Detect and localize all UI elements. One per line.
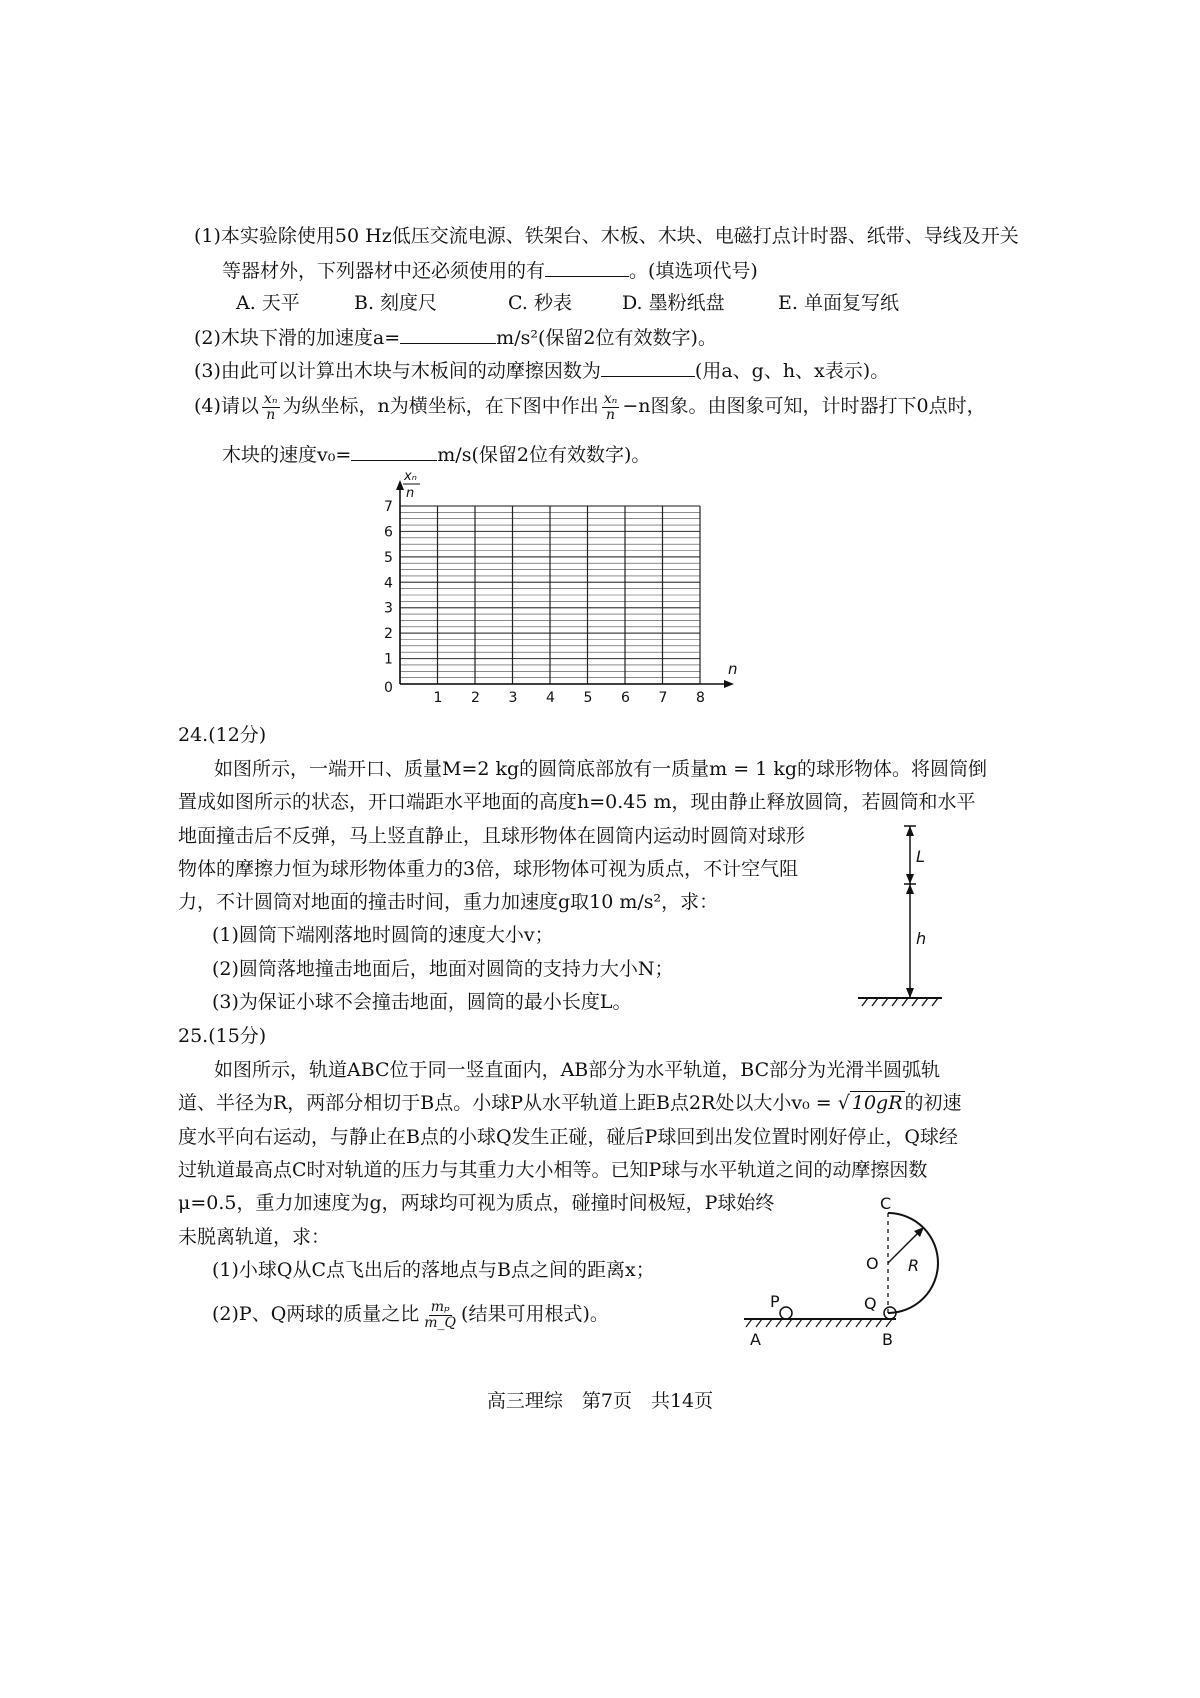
label-B: B bbox=[882, 1330, 893, 1349]
q23-part2-text: (2)木块下滑的加速度a= bbox=[194, 327, 401, 349]
q23-part4-text-c: −n图象。由图象可知，计时器打下0点时， bbox=[622, 395, 986, 418]
origin-label: 0 bbox=[384, 680, 393, 696]
q25-sub2-text-a: (2)P、Q两球的质量之比 bbox=[212, 1303, 420, 1326]
q24-sub1: (1)圆筒下端刚落地时圆筒的速度大小v； bbox=[212, 924, 554, 946]
answer-blank-friction[interactable] bbox=[601, 358, 695, 377]
y-tick-label: 3 bbox=[384, 600, 393, 617]
q24-line2: 置成如图所示的状态，开口端距水平地面的高度h=0.45 m，现由静止释放圆筒，若圆筒和水平 bbox=[178, 791, 976, 813]
falling-cylinder-figure bbox=[850, 820, 950, 1010]
option-d: D. 墨粉纸盘 bbox=[622, 292, 725, 314]
q23-part4-line2 bbox=[222, 442, 650, 467]
track-semicircle-figure bbox=[740, 1195, 970, 1355]
y-axis-label-den: n bbox=[406, 486, 415, 501]
q23-part4-text-e: m/s(保留2位有效数字)。 bbox=[437, 444, 651, 466]
q23-part4-text-b: 为纵坐标，n为横坐标，在下图中作出 bbox=[282, 395, 599, 418]
label-L: L bbox=[916, 847, 925, 866]
label-h: h bbox=[916, 929, 927, 948]
y-tick-label: 7 bbox=[384, 499, 393, 515]
q25-line3: 度水平向右运动，与静止在B点的小球Q发生正碰，碰后P球回到出发位置时刚好停止，Q球经 bbox=[178, 1126, 958, 1148]
q25-sub1: (1)小球Q从C点飞出后的落地点与B点之间的距离x； bbox=[212, 1259, 655, 1281]
q25-line4: 过轨道最高点C时对轨道的压力与其重力大小相等。已知P球与水平轨道之间的动摩擦因数 bbox=[178, 1159, 928, 1181]
x-tick-label: 7 bbox=[658, 690, 668, 706]
ball-P bbox=[780, 1307, 792, 1319]
label-P: P bbox=[770, 1292, 780, 1311]
q23-part4-line1 bbox=[194, 392, 986, 422]
y-tick-label: 4 bbox=[384, 575, 393, 592]
q25-line2-text-a: 道、半径为R，两部分相切于B点。小球P从水平轨道上距B点2R处以大小v₀ = bbox=[178, 1092, 838, 1114]
y-tick-label: 2 bbox=[384, 626, 393, 643]
x-tick-label: 6 bbox=[621, 690, 630, 706]
option-a: A. 天平 bbox=[236, 292, 300, 314]
q25-line2-text-b: 的初速 bbox=[904, 1092, 962, 1114]
q23-part3 bbox=[194, 358, 889, 383]
q23-part1-line2 bbox=[222, 258, 758, 283]
fraction-xn-over-n: $\frac{\text{xₙ}}{n}$ bbox=[263, 391, 278, 423]
x-tick-label: 1 bbox=[433, 690, 443, 706]
q23-part1-line1: (1)本实验除使用50 Hz低压交流电源、铁架台、木板、木块、电磁打点计时器、纸带、导线及开关 bbox=[194, 225, 1019, 247]
answer-blank-equipment[interactable] bbox=[545, 258, 629, 277]
q24-line1: 如图所示，一端开口、质量M=2 kg的圆筒底部放有一质量m = 1 kg的球形物体。将圆筒倒 bbox=[214, 758, 987, 780]
answer-blank-velocity[interactable] bbox=[351, 442, 437, 461]
x-tick-label: 2 bbox=[471, 690, 480, 706]
xn-n-grid-chart bbox=[370, 470, 750, 710]
label-C: C bbox=[880, 1194, 892, 1213]
q23-part4-text-d: 木块的速度v₀= bbox=[222, 444, 352, 466]
answer-blank-acceleration[interactable] bbox=[400, 325, 496, 344]
option-e: E. 单面复写纸 bbox=[778, 292, 899, 314]
q24-sub3: (3)为保证小球不会撞击地面，圆筒的最小长度L。 bbox=[212, 991, 632, 1013]
q23-part3-text: (3)由此可以计算出木块与木板间的动摩擦因数为 bbox=[194, 360, 601, 382]
x-axis-label: n bbox=[728, 660, 738, 678]
x-tick-label: 3 bbox=[508, 690, 518, 706]
q23-part2-unit: m/s²(保留2位有效数字)。 bbox=[496, 327, 717, 349]
fraction-xn-over-n-2: $\frac{\text{xₙ}}{n}$ bbox=[603, 391, 618, 423]
option-b: B. 刻度尺 bbox=[354, 292, 438, 314]
q23-part1-text: 等器材外，下列器材中还必须使用的有 bbox=[222, 260, 546, 282]
q25-line5: μ=0.5，重力加速度为g，两球均可视为质点，碰撞时间极短，P球始终 bbox=[178, 1192, 775, 1214]
q24-line4: 物体的摩擦力恒为球形物体重力的3倍，球形物体可视为质点，不计空气阻 bbox=[178, 858, 799, 880]
q24-header: 24.(12分) bbox=[178, 724, 267, 746]
sqrt-10gR: 10gR bbox=[851, 1092, 903, 1114]
y-tick-label: 1 bbox=[384, 651, 393, 668]
label-Q: Q bbox=[864, 1294, 877, 1313]
label-A: A bbox=[750, 1330, 761, 1349]
label-O: O bbox=[866, 1254, 879, 1273]
option-c: C. 秒表 bbox=[508, 292, 572, 314]
q24-line5: 力，不计圆筒对地面的撞击时间，重力加速度g取10 m/s²，求： bbox=[178, 891, 719, 913]
q25-sub2-text-b: (结果可用根式)。 bbox=[461, 1303, 609, 1326]
y-axis-label: xₙ bbox=[404, 469, 417, 484]
fraction-mass-ratio: $\frac{\text{mₚ}}{m\_Q}$ bbox=[424, 1299, 457, 1331]
q23-part3-hint: (用a、g、h、x表示)。 bbox=[694, 360, 890, 382]
q23-part1-hint: 。(填选项代号) bbox=[629, 260, 758, 282]
q23-part2 bbox=[194, 325, 717, 350]
q25-sub2 bbox=[212, 1300, 609, 1330]
q24-sub2: (2)圆筒落地撞击地面后，地面对圆筒的支持力大小N； bbox=[212, 958, 674, 980]
y-tick-label: 5 bbox=[384, 549, 393, 566]
label-R: R bbox=[908, 1256, 920, 1275]
q25-header: 25.(15分) bbox=[178, 1025, 267, 1047]
q24-line3: 地面撞击后不反弹，马上竖直静止，且球形物体在圆筒内运动时圆筒对球形 bbox=[178, 825, 806, 847]
y-axis-arrow-icon bbox=[396, 480, 404, 490]
x-axis-arrow-icon bbox=[724, 680, 734, 688]
q25-line6: 未脱离轨道，求： bbox=[178, 1226, 331, 1248]
x-tick-label: 5 bbox=[583, 690, 593, 706]
q25-line1: 如图所示，轨道ABC位于同一竖直面内，AB部分为水平轨道，BC部分为光滑半圆弧轨 bbox=[214, 1059, 941, 1081]
y-tick-label: 6 bbox=[384, 524, 393, 541]
q25-line2: 道、半径为R，两部分相切于B点。小球P从水平轨道上距B点2R处以大小v₀ = √ 10gR 的初速 bbox=[178, 1092, 962, 1114]
x-tick-label: 4 bbox=[546, 690, 555, 706]
q23-part4-text-a: (4)请以 bbox=[194, 395, 259, 418]
x-tick-label: 8 bbox=[696, 690, 705, 706]
page-footer: 高三理综 第7页 共14页 bbox=[486, 1390, 714, 1412]
